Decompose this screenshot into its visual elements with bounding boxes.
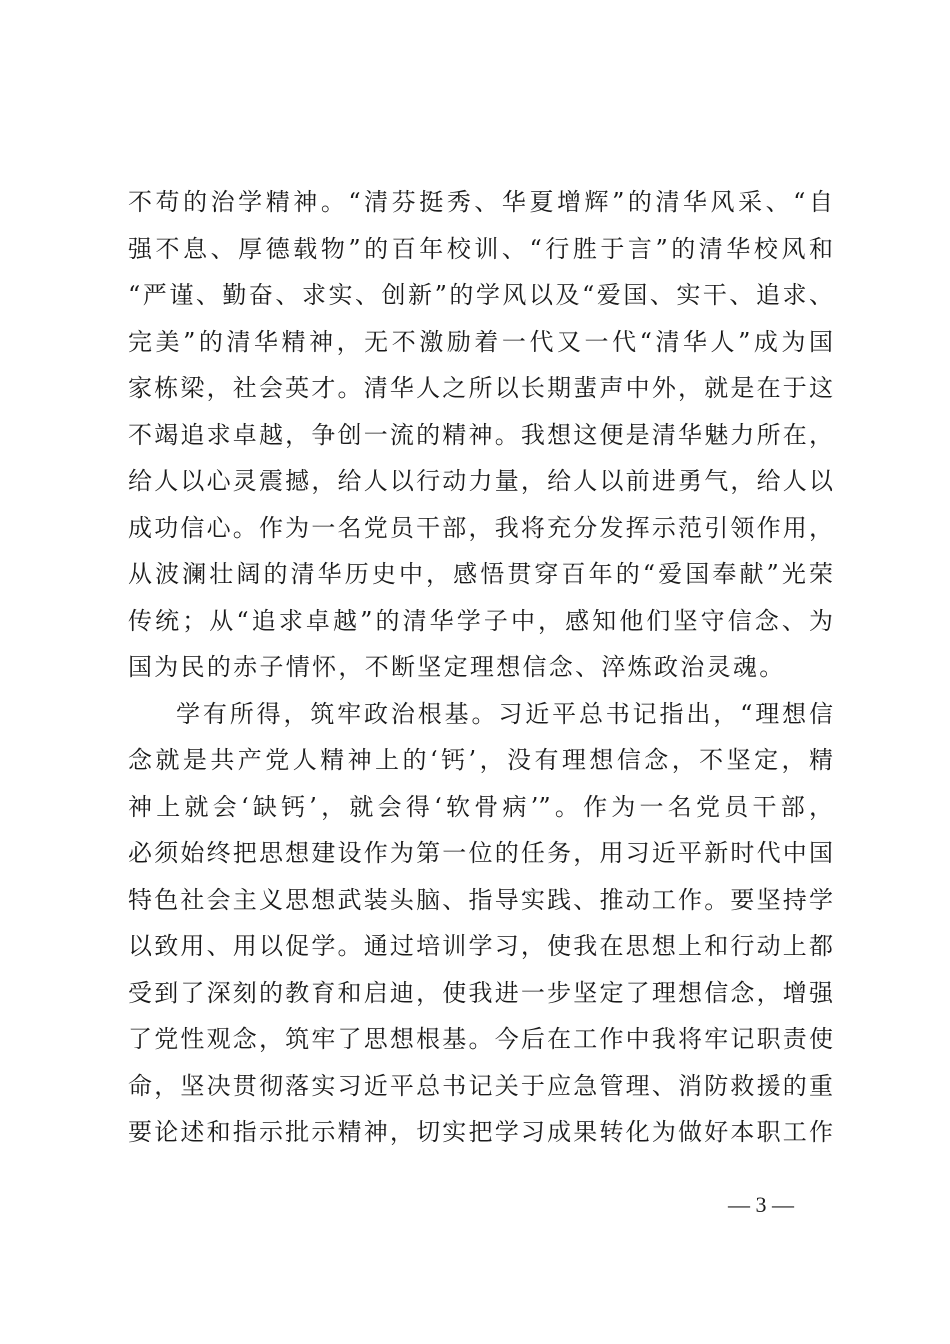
text-line: 要论述和指示批示精神，切实把学习成果转化为做好本职工作: [128, 1118, 833, 1146]
text-line: 不竭追求卓越，争创一流的精神。我想这便是清华魅力所在，: [128, 420, 833, 449]
page-number: — 3 —: [728, 1192, 794, 1217]
text-line: 必须始终把思想建设作为第一位的任务，用习近平新时代中国: [128, 839, 833, 867]
text-line: 神上就会‘缺钙’，就会得‘软骨病’”。作为一名党员干部，: [128, 792, 833, 821]
paragraph-first-line: 学有所得，筑牢政治根基。习近平总书记指出，“理想信: [176, 699, 833, 728]
text-line: 念就是共产党人精神上的‘钙’，没有理想信念，不坚定，精: [128, 746, 833, 774]
paragraph-end-line: 国为民的赤子情怀，不断坚定理想信念、淬炼政治灵魂。: [128, 653, 786, 681]
text-line: “严谨、勤奋、求实、创新”的学风以及“爱国、实干、追求、: [128, 281, 833, 309]
text-line: 成功信心。作为一名党员干部，我将充分发挥示范引领作用，: [128, 513, 833, 542]
text-line: 受到了深刻的教育和启迪，使我进一步坚定了理想信念，增强: [128, 978, 833, 1007]
body-text: [128, 179, 833, 1156]
text-line: 不苟的治学精神。“清芬挺秀、华夏增辉”的清华风采、“自: [128, 188, 833, 216]
text-line: 以致用、用以促学。通过培训学习，使我在思想上和行动上都: [128, 932, 833, 960]
text-line: 给人以心灵震撼，给人以行动力量，给人以前进勇气，给人以: [128, 467, 833, 495]
text-line: 家栋梁，社会英才。清华人之所以长期蜚声中外，就是在于这: [128, 374, 833, 402]
text-line: 命，坚决贯彻落实习近平总书记关于应急管理、消防救援的重: [128, 1071, 833, 1100]
text-line: 特色社会主义思想武装头脑、指导实践、推动工作。要坚持学: [128, 885, 833, 914]
text-line: 强不息、厚德载物”的百年校训、“行胜于言”的清华校风和: [128, 234, 833, 263]
text-line: 了党性观念，筑牢了思想根基。今后在工作中我将牢记职责使: [128, 1025, 833, 1053]
text-line: 从波澜壮阔的清华历史中，感悟贯穿百年的“爱国奉献”光荣: [128, 560, 833, 588]
text-line: 传统；从“追求卓越”的清华学子中，感知他们坚守信念、为: [128, 606, 833, 635]
text-line: 完美”的清华精神，无不激励着一代又一代“清华人”成为国: [128, 327, 833, 356]
